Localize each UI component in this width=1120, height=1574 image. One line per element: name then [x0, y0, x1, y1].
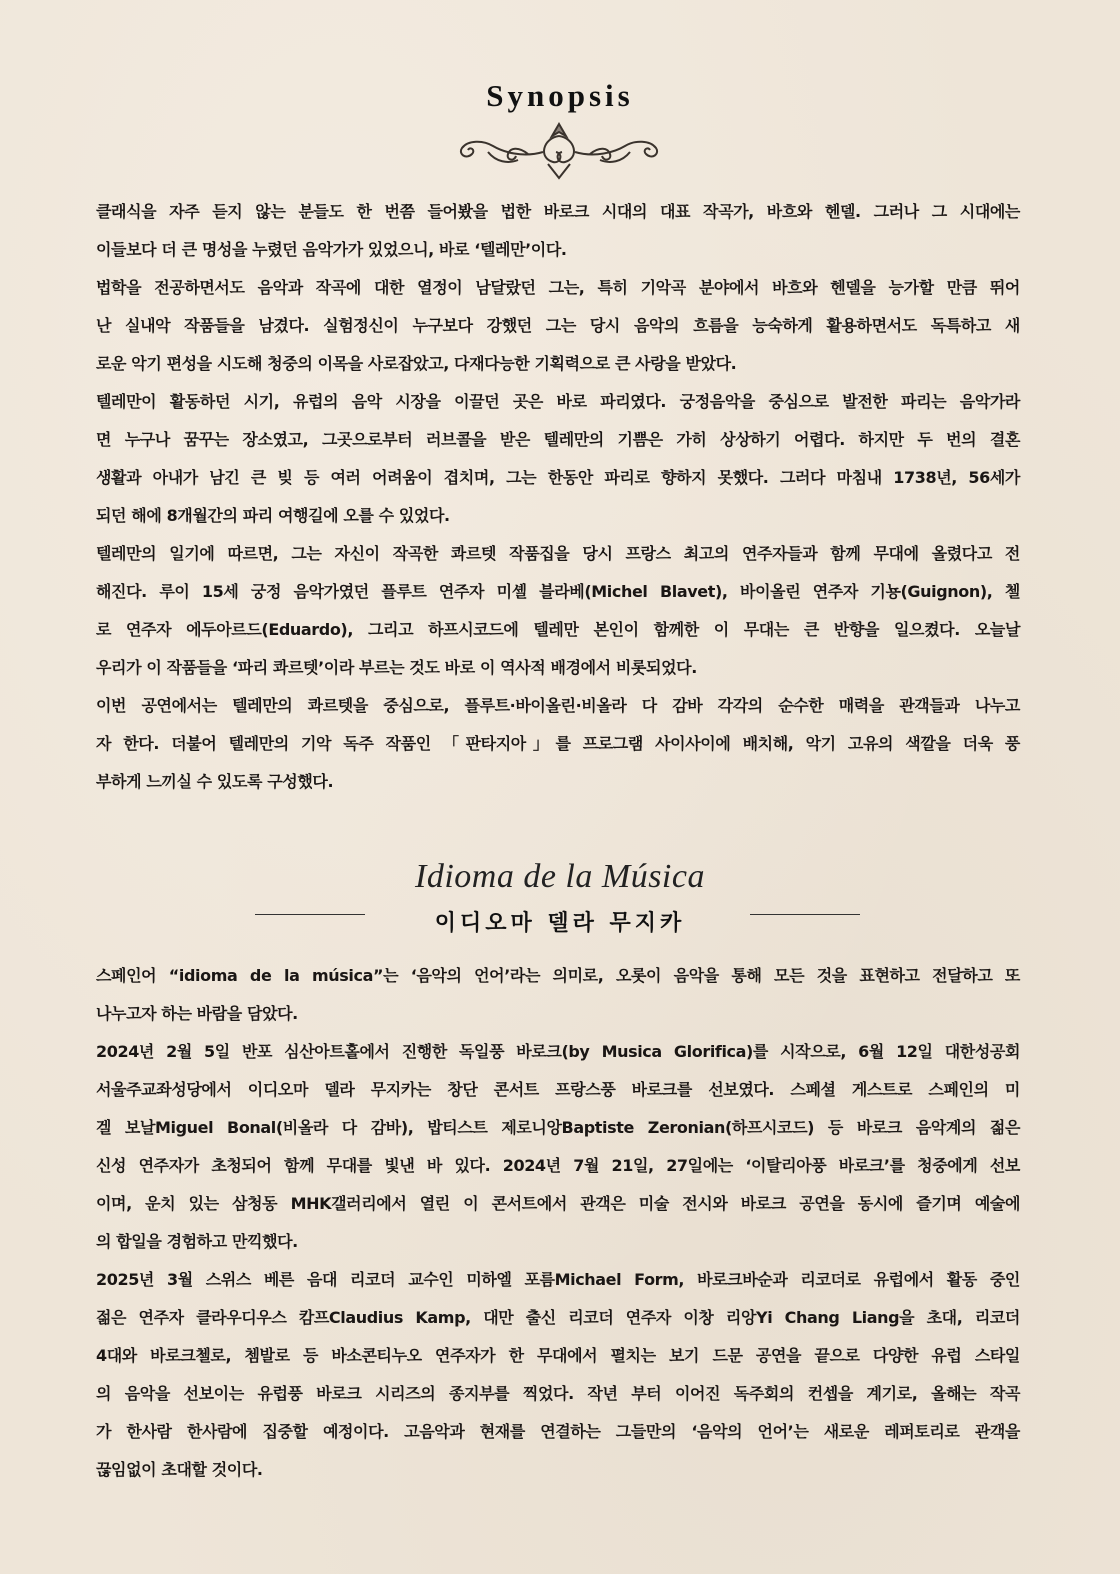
paragraph: [96, 1261, 1020, 1489]
paragraph: [96, 269, 1020, 383]
section-title: 이디오마 델라 무지카: [434, 911, 686, 936]
text-line: 로운 악기 편성을 시도해 청중의 이목을 사로잡았고, 다재다능한 기획력으로 큰 사랑을 받았다.: [96, 354, 737, 373]
text-line: 우리가 이 작품들을 ‘파리 콰르텟’이라 부르는 것도 바로 이 역사적 배경에서 비롯되었다.: [96, 658, 697, 677]
text-line: 법학을 전공하면서도 음악과 작곡에 대한 열정이 남달랐던 그는, 특히 기악곡 분야에서 바흐와 헨델을 능가할 만큼 뛰어: [96, 278, 1020, 297]
paragraph: [96, 193, 1020, 269]
text-line: 난 실내악 작품들을 남겼다. 실험정신이 누구보다 강했던 그는 당시 음악의 흐름을 능숙하게 활용하면서도 독특하고 새: [96, 316, 1020, 335]
text-line: 로 연주자 에두아르드(Eduardo), 그리고 하프시코드에 텔레만 본인이 함께한 이 무대는 큰 반향을 일으켰다. 오늘날: [96, 620, 1020, 639]
text-line: 나누고자 하는 바람을 담았다.: [96, 1004, 298, 1023]
paragraph: [96, 1033, 1020, 1261]
text-line: 되던 해에 8개월간의 파리 여행길에 오를 수 있었다.: [96, 506, 450, 525]
script-title: Idioma de la Música: [415, 858, 705, 895]
text-line: 의 음악을 선보이는 유럽풍 바로크 시리즈의 종지부를 찍었다. 작년 부터 이어진 독주회의 컨셉을 계기로, 올해는 작곡: [96, 1384, 1020, 1403]
text-line: 4대와 바로크첼로, 쳄발로 등 바소콘티누오 연주자가 한 무대에서 펼치는 보기 드문 공연을 끝으로 다양한 유럽 스타일: [96, 1346, 1020, 1365]
text-line: 텔레만의 일기에 따르면, 그는 자신이 작곡한 콰르텟 작품집을 당시 프랑스 최고의 연주자들과 함께 무대에 올렸다고 전: [96, 544, 1020, 563]
paragraph: [96, 535, 1020, 687]
text-line: 서울주교좌성당에서 이디오마 델라 무지카는 창단 콘서트 프랑스풍 바로크를 선보였다. 스페셜 게스트로 스페인의 미: [96, 1080, 1020, 1099]
text-line: 자 한다. 더불어 텔레만의 기악 독주 작품인 「판타지아」를 프로그램 사이사이에 배치해, 악기 고유의 색깔을 더욱 풍: [96, 734, 1020, 753]
synopsis-body: [96, 193, 1020, 801]
text-line: 부하게 느끼실 수 있도록 구성했다.: [96, 772, 334, 791]
text-line: 해진다. 루이 15세 궁정 음악가였던 플루트 연주자 미셸 블라베(Michel Blavet), 바이올린 연주자 기뇽(Guignon), 첼: [96, 582, 1020, 601]
text-line: 젊은 연주자 클라우디우스 캄프Claudius Kamp, 대만 출신 리코더 연주자 이창 리앙Yi Chang Liang을 초대, 리코더: [96, 1308, 1020, 1327]
text-line: 신성 연주자가 초청되어 함께 무대를 빛낸 바 있다. 2024년 7월 21일, 27일에는 ‘이탈리아풍 바로크’를 청중에게 선보: [96, 1156, 1020, 1175]
text-line: 이며, 운치 있는 삼청동 MHK갤러리에서 열린 이 콘서트에서 관객은 미술 전시와 바로크 공연을 동시에 즐기며 예술에: [96, 1194, 1020, 1213]
text-line: 가 한사람 한사람에 집중할 예정이다. 고음악과 현재를 연결하는 그들만의 ‘음악의 언어’는 새로운 레퍼토리로 관객을: [96, 1422, 1020, 1441]
text-line: 겔 보날Miguel Bonal(비올라 다 감바), 밥티스트 제로니앙Baptiste Zeronian(하프시코드) 등 바로크 음악계의 젊은: [96, 1118, 1020, 1137]
text-line: 생활과 아내가 남긴 큰 빚 등 여러 어려움이 겹치며, 그는 한동안 파리로 향하지 못했다. 그러다 마침내 1738년, 56세가: [96, 468, 1020, 487]
paragraph: [96, 957, 1020, 1033]
page-title: Synopsis: [486, 78, 634, 113]
paragraph: [96, 383, 1020, 535]
text-line: 이번 공연에서는 텔레만의 콰르텟을 중심으로, 플루트·바이올린·비올라 다 감바 각각의 순수한 매력을 관객들과 나누고: [96, 696, 1020, 715]
text-line: 클래식을 자주 듣지 않는 분들도 한 번쯤 들어봤을 법한 바로크 시대의 대표 작곡가, 바흐와 헨델. 그러나 그 시대에는: [96, 202, 1020, 221]
paragraph: [96, 687, 1020, 801]
text-line: 끊임없이 초대할 것이다.: [96, 1460, 263, 1479]
ornament-icon: [448, 118, 670, 180]
text-line: 텔레만이 활동하던 시기, 유럽의 음악 시장을 이끌던 곳은 바로 파리였다. 궁정음악을 중심으로 발전한 파리는 음악가라: [96, 392, 1020, 411]
text-line: 스페인어 “idioma de la música”는 ‘음악의 언어’라는 의미로, 오롯이 음악을 통해 모든 것을 표현하고 전달하고 또: [96, 966, 1020, 985]
idioma-body: [96, 957, 1020, 1489]
text-line: 이들보다 더 큰 명성을 누렸던 음악가가 있었으니, 바로 ‘텔레만’이다.: [96, 240, 567, 259]
text-line: 2025년 3월 스위스 베른 음대 리코더 교수인 미하엘 포름Michael Form, 바로크바순과 리코더로 유럽에서 활동 중인: [96, 1270, 1020, 1289]
text-line: 2024년 2월 5일 반포 심산아트홀에서 진행한 독일풍 바로크(by Musica Glorifica)를 시작으로, 6월 12일 대한성공회: [96, 1042, 1020, 1061]
text-line: 면 누구나 꿈꾸는 장소였고, 그곳으로부터 러브콜을 받은 텔레만의 기쁨은 가히 상상하기 어렵다. 하지만 두 번의 결혼: [96, 430, 1020, 449]
text-line: 의 합일을 경험하고 만끽했다.: [96, 1232, 298, 1251]
